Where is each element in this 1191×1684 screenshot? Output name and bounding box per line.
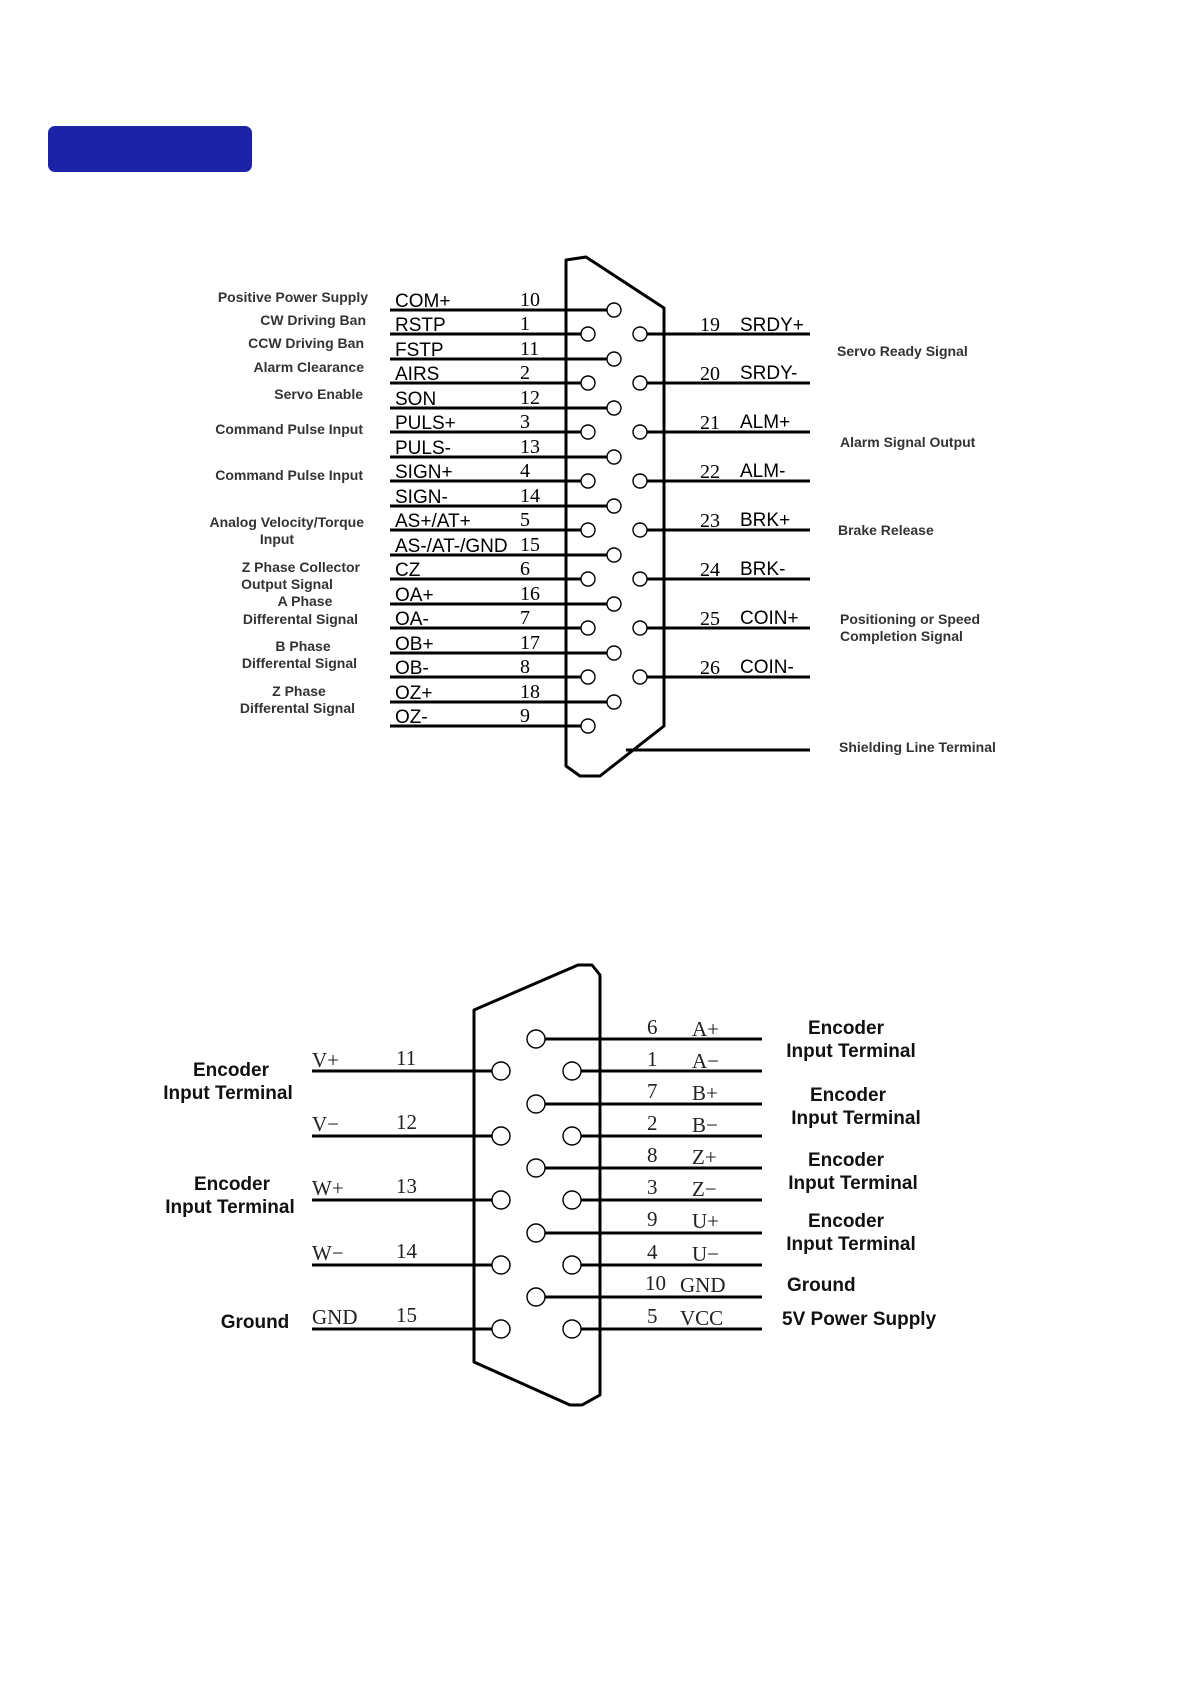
- signal-label: OA-: [395, 609, 429, 630]
- top-left-descriptions: [209, 289, 368, 716]
- pin-number: 25: [700, 608, 720, 630]
- pin-number: 12: [396, 1110, 417, 1134]
- pin-number: 1: [520, 313, 530, 335]
- signal-label: U−: [692, 1242, 720, 1266]
- pin-number: 7: [647, 1079, 658, 1103]
- pin-19: [633, 327, 647, 341]
- pin-15: [492, 1320, 510, 1338]
- description: Servo Enable: [274, 386, 363, 402]
- pin-17: [607, 646, 621, 660]
- pin-number: 13: [396, 1174, 417, 1198]
- signal-label: SIGN-: [395, 487, 448, 508]
- signal-label: B+: [692, 1081, 718, 1105]
- signal-label: AS+/AT+: [395, 511, 471, 532]
- signal-label: U+: [692, 1209, 720, 1233]
- signal-label: V+: [312, 1048, 340, 1072]
- pin-24: [633, 572, 647, 586]
- description: Ground: [220, 1312, 290, 1333]
- signal-label: Z−: [692, 1177, 717, 1201]
- pin-6: [581, 572, 595, 586]
- description: Z Phase Collector: [241, 559, 360, 575]
- pin-23: [633, 523, 647, 537]
- pin-4: [581, 474, 595, 488]
- description: B Phase: [275, 638, 331, 654]
- signal-label: FSTP: [395, 340, 444, 361]
- pin-number: 4: [520, 460, 530, 482]
- signal-label: ALM+: [740, 412, 791, 433]
- top-right-descriptions: [837, 343, 996, 755]
- pin-number: 14: [396, 1239, 417, 1263]
- signal-label: W+: [312, 1176, 344, 1200]
- signal-label: B−: [692, 1113, 718, 1137]
- pin-number: 11: [396, 1046, 417, 1070]
- description: Encoder: [193, 1174, 271, 1195]
- signal-label: SRDY-: [740, 363, 798, 384]
- signal-label: CZ: [395, 560, 421, 581]
- pin-number: 6: [520, 558, 530, 580]
- signal-label: OZ-: [395, 707, 428, 728]
- top-left-pin-numbers: [520, 289, 540, 727]
- pin-13: [607, 450, 621, 464]
- signal-label: COIN+: [740, 608, 799, 629]
- pin-9: [527, 1224, 545, 1242]
- pin-13: [492, 1191, 510, 1209]
- pin-number: 23: [700, 510, 720, 532]
- signal-label: AS-/AT-/GND: [395, 536, 508, 557]
- pin-1: [581, 327, 595, 341]
- pin-2: [581, 376, 595, 390]
- description: CW Driving Ban: [260, 312, 366, 328]
- top-right-wires: [626, 334, 810, 750]
- description: Command Pulse Input: [215, 421, 363, 437]
- pin-8: [581, 670, 595, 684]
- signal-label: A−: [692, 1049, 720, 1073]
- pin-number: 1: [647, 1047, 658, 1071]
- description: Output Signal: [241, 576, 333, 592]
- description: Encoder: [807, 1211, 885, 1232]
- bottom-left-descriptions: [163, 1060, 294, 1333]
- signal-label: W−: [312, 1241, 344, 1265]
- pin-number: 17: [520, 632, 540, 654]
- description: Positive Power Supply: [217, 289, 368, 305]
- pin-number: 24: [700, 559, 720, 581]
- pin-9: [581, 719, 595, 733]
- top-connector: [209, 257, 995, 776]
- signal-label: COIN-: [740, 657, 794, 678]
- description: Input: [259, 531, 295, 547]
- description: Differental Signal: [239, 700, 355, 716]
- signal-label: SON: [395, 389, 437, 410]
- pin-number: 18: [520, 681, 540, 703]
- top-left-signal-labels: [395, 291, 508, 728]
- pin-number: 16: [520, 583, 540, 605]
- pin-3: [581, 425, 595, 439]
- pin-14: [492, 1256, 510, 1274]
- signal-label: OA+: [395, 585, 434, 606]
- description: Alarm Clearance: [253, 359, 364, 375]
- pin-number: 5: [520, 509, 530, 531]
- signal-label: BRK-: [740, 559, 786, 580]
- pin-number: 9: [520, 705, 530, 727]
- pin-number: 8: [647, 1143, 658, 1167]
- description: Positioning or Speed: [840, 611, 981, 627]
- pin-number: 3: [520, 411, 530, 433]
- bottom-right-descriptions: [782, 1018, 937, 1330]
- pin-6: [527, 1030, 545, 1048]
- pin-4: [563, 1256, 581, 1274]
- pin-11: [607, 352, 621, 366]
- pin-12: [492, 1127, 510, 1145]
- description: Differental Signal: [241, 655, 357, 671]
- description: Brake Release: [838, 522, 934, 538]
- description: Input Terminal: [786, 1234, 916, 1255]
- pin-number: 2: [647, 1111, 658, 1135]
- pin-number: 13: [520, 436, 540, 458]
- pin-2: [563, 1127, 581, 1145]
- pin-14: [607, 499, 621, 513]
- pin-number: 19: [700, 314, 720, 336]
- signal-label: PULS-: [395, 438, 451, 459]
- pin-25: [633, 621, 647, 635]
- pin-1: [563, 1062, 581, 1080]
- pin-16: [607, 597, 621, 611]
- description: 5V Power Supply: [782, 1309, 937, 1330]
- bottom-pins: [492, 1030, 581, 1338]
- pin-number: 6: [647, 1015, 658, 1039]
- pin-number: 20: [700, 363, 720, 385]
- description: Encoder: [809, 1085, 887, 1106]
- pin-3: [563, 1191, 581, 1209]
- pin-26: [633, 670, 647, 684]
- pin-18: [607, 695, 621, 709]
- bottom-connector: [163, 965, 936, 1405]
- description: Encoder: [807, 1150, 885, 1171]
- pin-7: [581, 621, 595, 635]
- description: Encoder: [192, 1060, 270, 1081]
- pin-number: 22: [700, 461, 720, 483]
- pin-12: [607, 401, 621, 415]
- description: Servo Ready Signal: [837, 343, 968, 359]
- pin-7: [527, 1095, 545, 1113]
- signal-label: V−: [312, 1112, 340, 1136]
- pin-number: 14: [520, 485, 540, 507]
- signal-label: OB+: [395, 634, 434, 655]
- pin-number: 11: [520, 338, 540, 360]
- bottom-right-pin-labels: [645, 1015, 726, 1330]
- description: Input Terminal: [791, 1108, 921, 1129]
- pin-number: 10: [520, 289, 540, 311]
- pin-number: 15: [396, 1303, 417, 1327]
- pin-15: [607, 548, 621, 562]
- description: Z Phase: [272, 683, 326, 699]
- pin-22: [633, 474, 647, 488]
- pin-number: 12: [520, 387, 540, 409]
- signal-label: GND: [680, 1273, 726, 1297]
- description: Input Terminal: [786, 1041, 916, 1062]
- signal-label: GND: [312, 1305, 358, 1329]
- signal-label: AIRS: [395, 364, 440, 385]
- description: Command Pulse Input: [215, 467, 363, 483]
- pin-20: [633, 376, 647, 390]
- pin-number: 26: [700, 657, 720, 679]
- signal-label: ALM-: [740, 461, 786, 482]
- pin-number: 15: [520, 534, 540, 556]
- pin-5: [581, 523, 595, 537]
- pin-8: [527, 1159, 545, 1177]
- description: Completion Signal: [840, 628, 963, 644]
- pin-10: [527, 1288, 545, 1306]
- pin-number: 9: [647, 1207, 658, 1231]
- signal-label: COM+: [395, 291, 451, 312]
- pin-number: 21: [700, 412, 720, 434]
- description: CCW Driving Ban: [248, 335, 364, 351]
- description: Input Terminal: [788, 1173, 918, 1194]
- description: Shielding Line Terminal: [839, 739, 996, 755]
- pin-number: 3: [647, 1175, 658, 1199]
- description: Ground: [787, 1275, 856, 1296]
- signal-label: OB-: [395, 658, 429, 679]
- pin-number: 8: [520, 656, 530, 678]
- top-right-pin-labels: [700, 314, 804, 679]
- pin-number: 7: [520, 607, 530, 629]
- bottom-left-pin-labels: [312, 1046, 418, 1329]
- pin-11: [492, 1062, 510, 1080]
- pin-5: [563, 1320, 581, 1338]
- description: Differental Signal: [242, 611, 358, 627]
- signal-label: VCC: [680, 1306, 724, 1330]
- description: A Phase: [277, 593, 333, 609]
- signal-label: BRK+: [740, 510, 791, 531]
- pin-number: 10: [645, 1271, 666, 1295]
- signal-label: SIGN+: [395, 462, 453, 483]
- pin-number: 4: [647, 1240, 658, 1264]
- description: Analog Velocity/Torque: [209, 514, 364, 530]
- description: Input Terminal: [165, 1197, 295, 1218]
- signal-label: OZ+: [395, 683, 433, 704]
- signal-label: A+: [692, 1017, 720, 1041]
- description: Alarm Signal Output: [840, 434, 976, 450]
- signal-label: PULS+: [395, 413, 456, 434]
- signal-label: SRDY+: [740, 315, 804, 336]
- signal-label: RSTP: [395, 315, 446, 336]
- description: Input Terminal: [163, 1083, 293, 1104]
- pin-number: 2: [520, 362, 530, 384]
- signal-label: Z+: [692, 1145, 717, 1169]
- top-pins: [581, 303, 647, 733]
- pin-number: 5: [647, 1304, 658, 1328]
- pin-21: [633, 425, 647, 439]
- pin-10: [607, 303, 621, 317]
- description: Encoder: [807, 1018, 885, 1039]
